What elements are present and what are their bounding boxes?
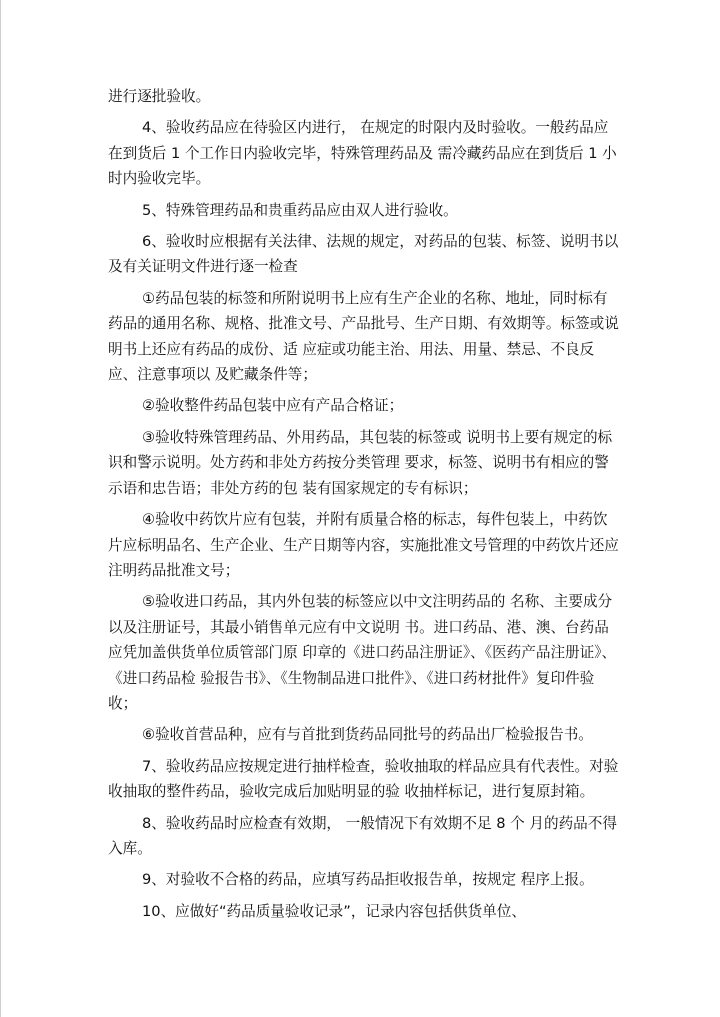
paragraph-item-6: 6、验收时应根据有关法律、法规的规定，对药品的包装、标签、说明书以及有关证明文件进行逐一检查 [108,233,619,276]
paragraph-subitem-2: ②验收整件药品包装中应有产品合格证； [142,397,404,415]
paragraph-subitem-6: ⑥验收首营品种，应有与首批到货药品同批号的药品出厂检验报告书。 [142,726,593,744]
paragraph-subitem-5: ⑤验收进口药品，其内外包装的标签应以中文注明药品的 名称、主要成分以及注册证号，其最小销售单元应有中文说明 书。进口药品、港、澳、台药品应凭加盖供货单位质管部门原 印章的《进口药品注册证》、《医药产品注册证》、《进口药品检 验报告书》、《生物制品进口批件》、《进口药材批件》复印件验 收； [108,593,617,712]
paragraph-item-8: 8、验收药品时应检查有效期， 一般情况下有效期不足 8 个 月的药品不得入库。 [108,814,617,857]
paragraph-item-7: 7、验收药品应按规定进行抽样检查，验收抽取的样品应具有代表性。对验收抽取的整件药品，验收完成后加贴明显的验 收抽样标记，进行复原封箱。 [108,757,619,801]
paragraph-item-5: 5、特殊管理药品和贵重药品应由双人进行验收。 [142,201,458,219]
paragraph-item-4: 4、验收药品应在待验区内进行， 在规定的时限内及时验收。一般药品应在到货后 1 个工作日内验收完毕，特殊管理药品及 需冷藏药品应在到货后 1 小时内验收完毕。 [108,119,617,188]
paragraph-item-9: 9、对验收不合格的药品，应填写药品拒收报告单，按规定 程序上报。 [142,871,594,889]
paragraph-subitem-4: ④验收中药饮片应有包装，并附有质量合格的标志，每件包装上，中药饮片应标明品名、生产企业、生产日期等内容，实施批准文号管理的中药饮片还应注明药品批准文号； [108,511,619,579]
paragraph-subitem-1: ①药品包装的标签和所附说明书上应有生产企业的名称、地址，同时标有药品的通用名称、规格、批准文号、产品批号、生产日期、有效期等。标签或说明书上还应有药品的成份、适 应症或功能主治、用法、用量、禁忌、不良反应、注意事项以 及贮藏条件等； [108,289,619,384]
paragraph-item-10: 10、应做好“药品质量验收记录”，记录内容包括供货单位、 [142,902,526,920]
document-body [108,84,620,924]
paragraph-continuation: 进行逐批验收。 [108,88,211,105]
paragraph-subitem-3: ③验收特殊管理药品、外用药品，其包装的标签或 说明书上要有规定的标识和警示说明。处方药和非处方药按分类管理 要求，标签、说明书有相应的警示语和忠告语；非处方药的包 装有国家规定的专有标识； [108,428,613,497]
